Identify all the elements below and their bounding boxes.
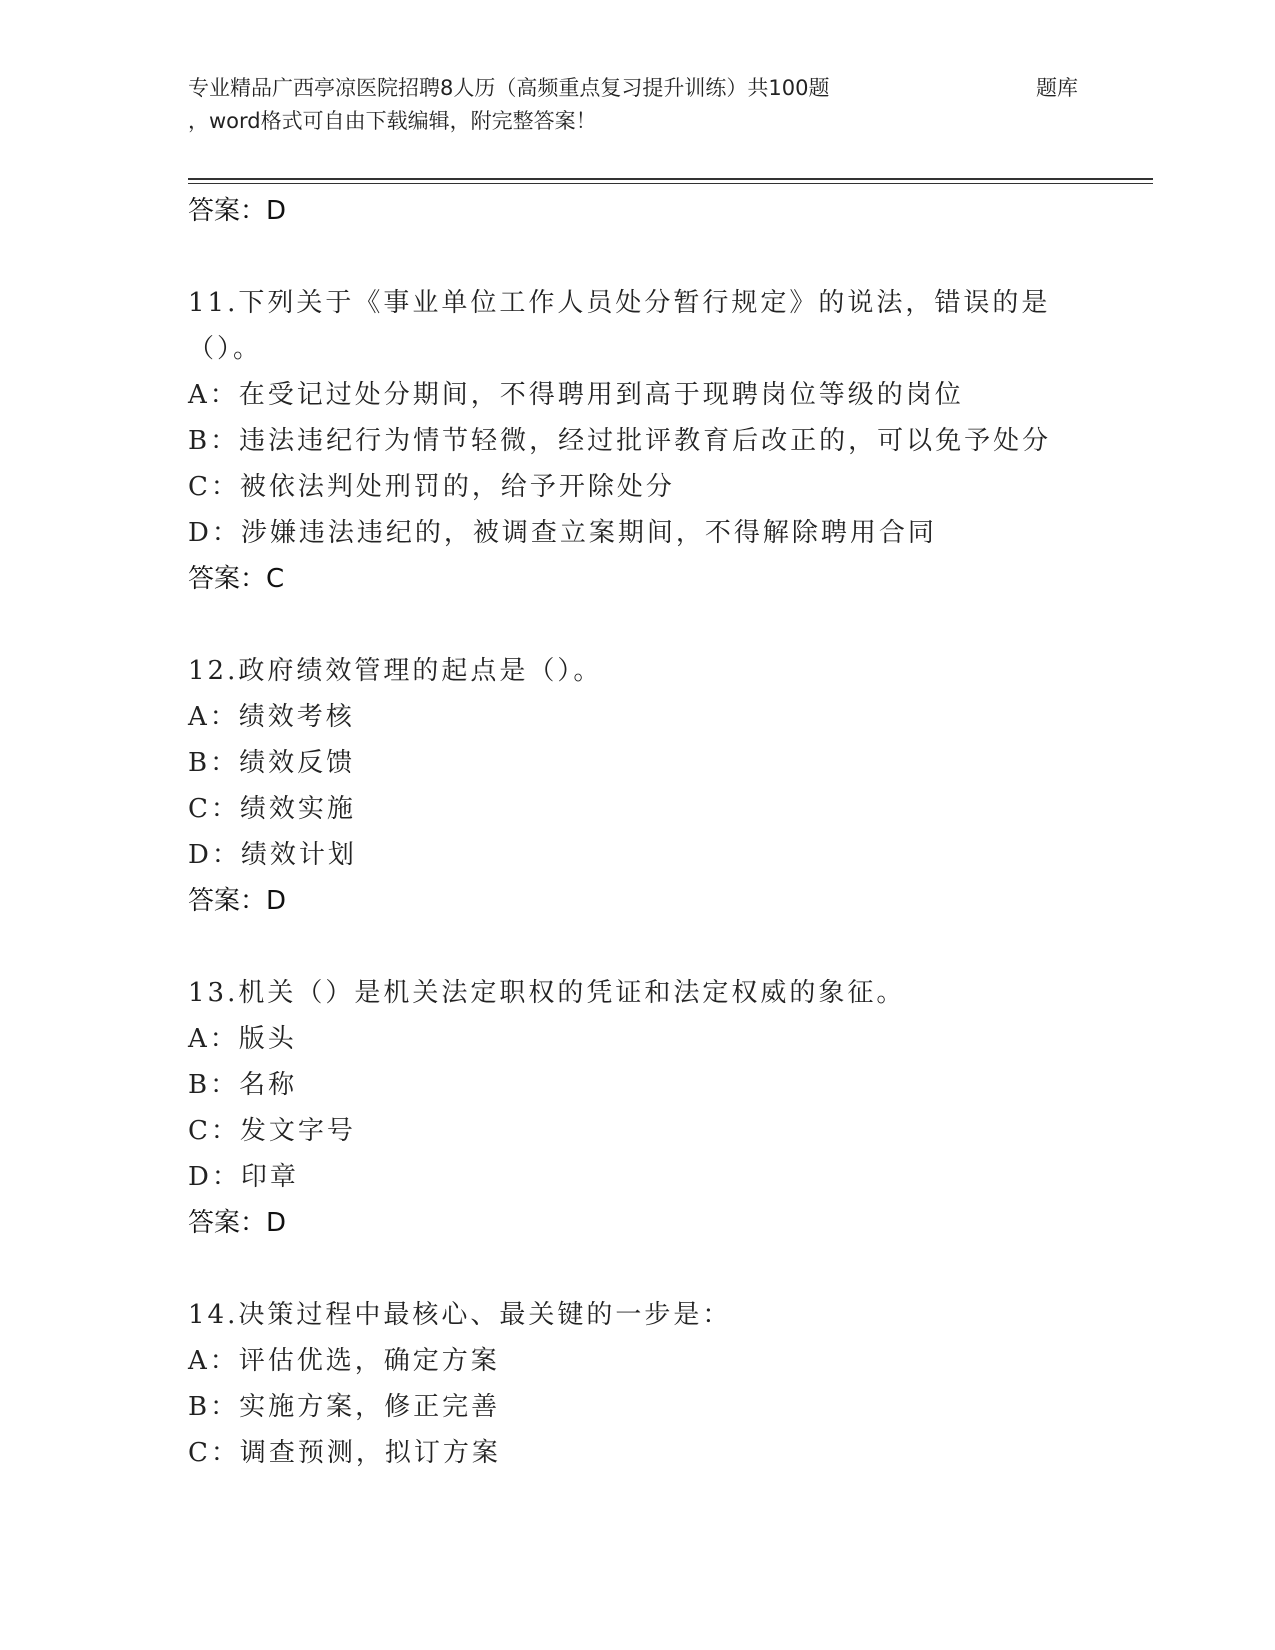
header-divider-thin xyxy=(188,183,1153,184)
option-c: C：发文字号 xyxy=(188,1116,356,1146)
option-d: D：印章 xyxy=(188,1162,299,1192)
option-d: D：涉嫌违法违纪的，被调查立案期间，不得解除聘用合同 xyxy=(188,518,937,548)
option-a: A：绩效考核 xyxy=(188,702,355,732)
answer-line: 答案：D xyxy=(188,886,287,916)
question-block xyxy=(188,280,1153,602)
answer-line: 答案：D xyxy=(188,196,287,226)
answer-line: 答案：D xyxy=(188,1208,287,1238)
option-b: B：实施方案，修正完善 xyxy=(188,1392,501,1422)
header-tag: 题库 xyxy=(1036,76,1078,100)
question-text: 12.政府绩效管理的起点是（）。 xyxy=(188,656,603,686)
option-c: C：调查预测，拟订方案 xyxy=(188,1438,501,1468)
spacer xyxy=(188,1246,1153,1292)
option-d: D：绩效计划 xyxy=(188,840,357,870)
option-a: A：评估优选，确定方案 xyxy=(188,1346,500,1376)
header-subtitle: ，word格式可自由下载编辑，附完整答案！ xyxy=(188,109,597,133)
spacer xyxy=(188,924,1153,970)
question-text: 13.机关（）是机关法定职权的凭证和法定权威的象征。 xyxy=(188,978,906,1008)
question-text: 11.下列关于《事业单位工作人员处分暂行规定》的说法，错误的是（）。 xyxy=(188,288,1051,364)
question-text: 14.决策过程中最核心、最关键的一步是： xyxy=(188,1300,732,1330)
option-b: B：绩效反馈 xyxy=(188,748,356,778)
page-header xyxy=(188,72,1088,138)
question-block xyxy=(188,1292,1153,1476)
option-a: A：版头 xyxy=(188,1024,297,1054)
question-block xyxy=(188,648,1153,924)
spacer xyxy=(188,602,1153,648)
header-title: 专业精品广西亭凉医院招聘8人历（高频重点复习提升训练）共100题 xyxy=(188,76,830,100)
option-c: C：被依法判处刑罚的，给予开除处分 xyxy=(188,472,675,502)
spacer xyxy=(188,234,1153,280)
option-b: B：违法违纪行为情节轻微，经过批评教育后改正的，可以免予处分 xyxy=(188,426,1052,456)
header-divider xyxy=(188,178,1153,180)
option-b: B：名称 xyxy=(188,1070,298,1100)
header-title-line xyxy=(188,72,1078,105)
question-block xyxy=(188,970,1153,1246)
document-body xyxy=(188,188,1153,1476)
option-a: A：在受记过处分期间，不得聘用到高于现聘岗位等级的岗位 xyxy=(188,380,964,410)
option-c: C：绩效实施 xyxy=(188,794,356,824)
answer-line: 答案：C xyxy=(188,564,285,594)
